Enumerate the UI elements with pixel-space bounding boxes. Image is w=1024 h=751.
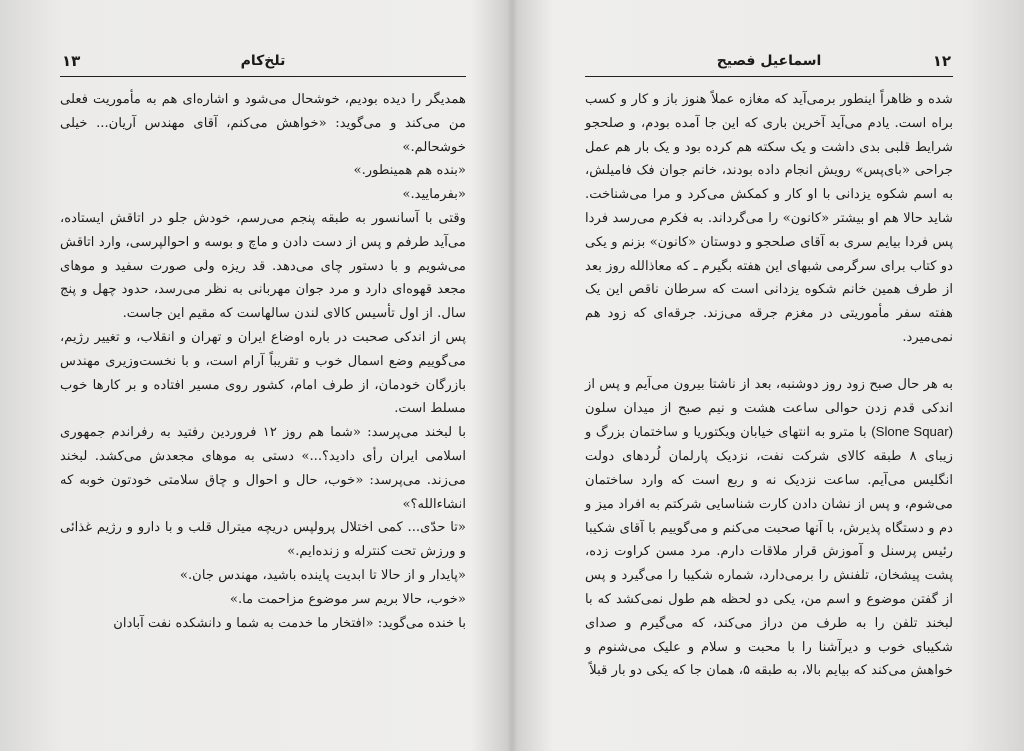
running-title: تلخ‌کام (240, 53, 286, 69)
paragraph: شده و ظاهراً اینطور برمی‌آید که مغازه عملاً هنوز باز و کار و کسب براه است. یادم می‌آید آخرین باری که این جا آمده بودم، و صلحجو شرایط قلبی بدی داشت و یک سکته هم کرده بود و یک بار هم عمل جراحی «بای‌پس» رویش انجام داده بودند، خانم جوان فک فامیلش، به اسم شکوه یزدانی با او کار و کمکش می‌کرد و مرا می‌شناخت. شاید حالا هم او بیشتر «کانون» را می‌گرداند. به فکرم می‌رسد فردا پس فردا بیایم سری به آقای صلحجو و دوستان «کانون» بزنم و یکی دو کتاب برای سرگرمی شبهای این هفته بگیرم ـ که معاذالله روز بعد از طرف همین خانم شکوه یزدانی است که سرطان ناقص این یک هفته سفر مأموریتی در مغزم جرقه می‌زند. جرقه‌ای که زود هم نمی‌میرد. (585, 92, 953, 345)
paragraph-text: به هر حال صبح زود روز دوشنبه، بعد از ناشتا بیرون می‌آیم و پس از اندکی قدم زدن حوالی ساعت هشت و نیم صبح از میدان سلون (585, 376, 953, 416)
page-body-text (60, 88, 466, 635)
running-header (60, 50, 466, 77)
paragraph: «بنده هم همینطور.» (353, 163, 466, 179)
paragraph (585, 373, 953, 683)
paragraph: همدیگر را دیده بودیم، خوشحال می‌شود و اشاره‌ای هم به مأموریت فعلی من می‌کند و می‌گوید: «خواهش می‌کنم، آقای مهندس آریان... خیلی خوشحالم.» (60, 92, 466, 155)
paragraph: با خنده می‌گوید: «افتخار ما خدمت به شما و دانشکده نفت آبادان (113, 615, 466, 631)
paragraph: «تا حدّی... کمی اختلال پرولپس دریچه میترال قلب و با دارو و رژیم غذائی و ورزش تحت کنترله و زنده‌ایم.» (60, 520, 466, 560)
paragraph: با لبخند می‌پرسد: «شما هم روز ۱۲ فروردین رفتید به رفراندم جمهوری اسلامی ایران رأی دادید؟...» دستی به موهای مجعدش می‌کشد. لبخند می‌زند. می‌پرسد: «خوب، حال و احوال و چاق سلامتی خودتون خوبه که انشاءالله؟» (60, 425, 466, 512)
latin-place-name: (Slone Squar) (871, 424, 953, 440)
paragraph-text: با مترو به انتهای خیابان ویکتوریا و ساختمان بزرگ و زیبای ۸ طبقه کالای شرکت نفت، نزدیک پارلمان لُردهای دولت انگلیس می‌آیم. ساعت نزدیک نه و ربع است که وارد ساختمان می‌شوم، و پس از نشان دادن کارت شناسایی شرکتم به افراد میز و دم و دستگاه پذیرش، با آنها صحبت می‌کنم و می‌گوییم با آقای شکیبا رئیس پرسنل و آموزش قرار ملاقات دارم. مرد مسن کراوت زده، پشت پیشخان، تلفنش را برمی‌دارد، شماره شکیبا را می‌گیرد و پس از گفتن موضوع و اسم من، یکی دو لحظه هم طول نمی‌کشد که با لبخند تلفن را به طرف من دراز می‌کند، که می‌گیرم و صدای شکیبای خوب و دیرآشنا را با محبت و سلام و علیک می‌شنوم و خواهش می‌کند که بیایم بالا، به طبقه ۵، همان جا که یکی دو بار قبلاً (585, 425, 953, 679)
page-number: ۱۲ (932, 52, 951, 70)
paragraph: وقتی با آسانسور به طبقه پنجم می‌رسم، خودش جلو در اتاقش ایستاده، می‌آید طرفم و پس از دست دادن و ماچ و بوسه و احوالپرسی، وارد اتاقش می‌شویم و با دستور چای می‌دهد. قد ریزه ولی صورت سفید و موهای مجعد قهوه‌ای دارد و مرد جوان مهربانی به نظر می‌رسد، حدود چهل و پنج سال. از اول تأسیس کالای لندن سالهاست که مقیم این جاست. (60, 210, 466, 322)
right-page (512, 0, 1024, 751)
page-body-text (585, 88, 953, 683)
paragraph: «پایدار و از حالا تا ابدیت پاینده باشید، مهندس جان.» (179, 567, 466, 583)
page-number: ۱۳ (62, 52, 81, 70)
paragraph: پس از اندکی صحبت در باره اوضاع ایران و تهران و انقلاب، و تغییر رژیم، می‌گوییم وضع اسمال خوب و تقریباً آرام است، و با نخست‌وزیری مهندس بازرگان خودمان، از طرف امام، کشور روی مسیر افتاده و بر کارها خوب مسلط است. (60, 329, 466, 417)
paragraph: «خوب، حالا بریم سر موضوع مزاحمت ما.» (229, 591, 466, 607)
paragraph: «بفرمایید.» (402, 187, 466, 203)
running-header (585, 50, 953, 77)
running-title: اسماعیل فصیح (716, 53, 822, 69)
